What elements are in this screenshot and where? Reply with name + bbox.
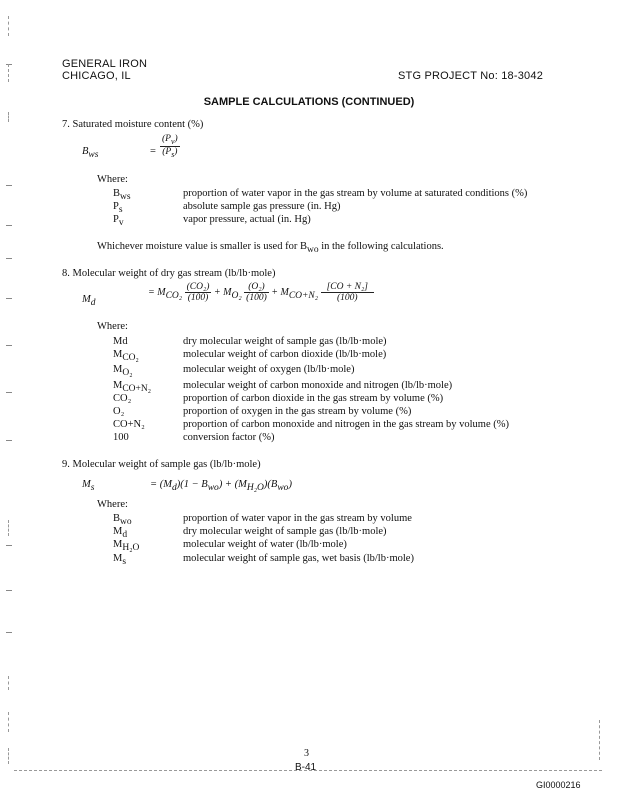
where-label: Where: bbox=[97, 499, 128, 510]
def-description: proportion of water vapor in the gas stream by volume bbox=[183, 513, 412, 524]
equation-7-lhs: $B_{ws}$ bbox=[82, 146, 99, 161]
equation-9-lhs: $M_s$ bbox=[82, 479, 95, 494]
def-symbol: $M_s$ bbox=[113, 553, 127, 568]
margin-mark bbox=[8, 520, 9, 536]
margin-mark bbox=[6, 185, 12, 186]
section-7-heading: 7. Saturated moisture content (%) bbox=[62, 119, 204, 130]
def-description: molecular weight of oxygen (lb/lb·mole) bbox=[183, 364, 355, 375]
where-label: Where: bbox=[97, 174, 128, 185]
margin-mark bbox=[8, 16, 9, 36]
def-symbol: $M_{O_2}$ bbox=[113, 364, 133, 379]
def-symbol: CO+N₂ bbox=[113, 419, 145, 430]
def-symbol: $M_d$ bbox=[113, 526, 128, 541]
margin-mark bbox=[6, 64, 12, 65]
def-description: proportion of carbon monoxide and nitrogen in the gas stream by volume (%) bbox=[183, 419, 510, 430]
def-description: molecular weight of carbon dioxide (lb/lb·mole) bbox=[183, 349, 387, 360]
margin-mark bbox=[6, 545, 12, 546]
equation-8-rhs: = $M_{CO_2}$ $\frac{\text{(CO₂)}}{(100)}$ + $M_{O_2}$ $\frac{\text{(O₂)}}{(100)}$ + $M_{CO+N_2}$ $\frac{\text{[CO + N₂]}}{(100)}$ bbox=[148, 282, 374, 303]
def-symbol: $B_{ws}$ bbox=[113, 188, 131, 203]
footer-divider bbox=[14, 770, 602, 771]
def-description: molecular weight of carbon monoxide and nitrogen (lb/lb·mole) bbox=[183, 380, 453, 391]
bates-number: GI0000216 bbox=[536, 780, 581, 790]
margin-mark bbox=[6, 345, 12, 346]
project-number: STG PROJECT No: 18-3042 bbox=[398, 70, 544, 82]
company-name: GENERAL IRON bbox=[62, 58, 148, 70]
margin-mark bbox=[8, 64, 9, 82]
section-8-heading: 8. Molecular weight of dry gas stream (lb/lb·mole) bbox=[62, 268, 276, 279]
page-code: B-41 bbox=[295, 762, 317, 773]
page-title: SAMPLE CALCULATIONS (CONTINUED) bbox=[203, 96, 415, 108]
company-location: CHICAGO, IL bbox=[62, 70, 131, 82]
def-description: proportion of oxygen in the gas stream by volume (%) bbox=[183, 406, 412, 417]
margin-mark bbox=[8, 676, 9, 690]
margin-mark bbox=[8, 748, 9, 764]
equation-9-rhs: = $(M_d)(1 - B_{wo}) + (M_{H_2O})(B_{wo})$ bbox=[150, 479, 292, 494]
margin-mark bbox=[599, 720, 600, 760]
def-symbol: $M_{H_2O}$ bbox=[113, 539, 140, 554]
def-description: vapor pressure, actual (in. Hg) bbox=[183, 214, 311, 225]
equation-7-fraction: $\frac{(P_v)}{(P_s)}$ bbox=[162, 134, 178, 159]
margin-mark bbox=[6, 258, 12, 259]
margin-mark bbox=[6, 440, 12, 441]
def-symbol: $P_v$ bbox=[113, 214, 124, 229]
margin-mark bbox=[6, 632, 12, 633]
def-symbol: 100 bbox=[113, 432, 129, 443]
def-description: proportion of water vapor in the gas stream by volume at saturated conditions (%) bbox=[183, 188, 528, 199]
def-symbol: Md bbox=[113, 336, 128, 347]
margin-mark bbox=[6, 392, 12, 393]
def-symbol: O₂ bbox=[113, 406, 125, 417]
section-9-heading: 9. Molecular weight of sample gas (lb/lb·mole) bbox=[62, 459, 261, 470]
where-label: Where: bbox=[97, 321, 128, 332]
def-symbol: $B_{wo}$ bbox=[113, 513, 132, 528]
page-number: 3 bbox=[304, 748, 309, 759]
def-description: molecular weight of water (lb/lb·mole) bbox=[183, 539, 347, 550]
margin-mark bbox=[8, 112, 9, 122]
def-description: dry molecular weight of sample gas (lb/lb·mole) bbox=[183, 336, 387, 347]
margin-mark bbox=[6, 298, 12, 299]
margin-mark bbox=[6, 225, 12, 226]
moisture-note: Whichever moisture value is smaller is used for $B_{wo}$ in the following calculations. bbox=[97, 241, 444, 256]
margin-mark bbox=[8, 712, 9, 732]
def-description: molecular weight of sample gas, wet basis (lb/lb·mole) bbox=[183, 553, 414, 564]
def-symbol: $M_{CO+N_2}$ bbox=[113, 380, 152, 395]
def-description: dry molecular weight of sample gas (lb/lb·mole) bbox=[183, 526, 387, 537]
def-symbol: $M_{CO_2}$ bbox=[113, 349, 139, 364]
def-description: proportion of carbon dioxide in the gas stream by volume (%) bbox=[183, 393, 444, 404]
margin-mark bbox=[6, 590, 12, 591]
def-description: conversion factor (%) bbox=[183, 432, 275, 443]
def-symbol: CO₂ bbox=[113, 393, 132, 404]
def-description: absolute sample gas pressure (in. Hg) bbox=[183, 201, 341, 212]
def-symbol: $P_s$ bbox=[113, 201, 123, 216]
equation-8-lhs: $M_d$ bbox=[82, 294, 96, 309]
equals-sign: = bbox=[150, 146, 156, 157]
